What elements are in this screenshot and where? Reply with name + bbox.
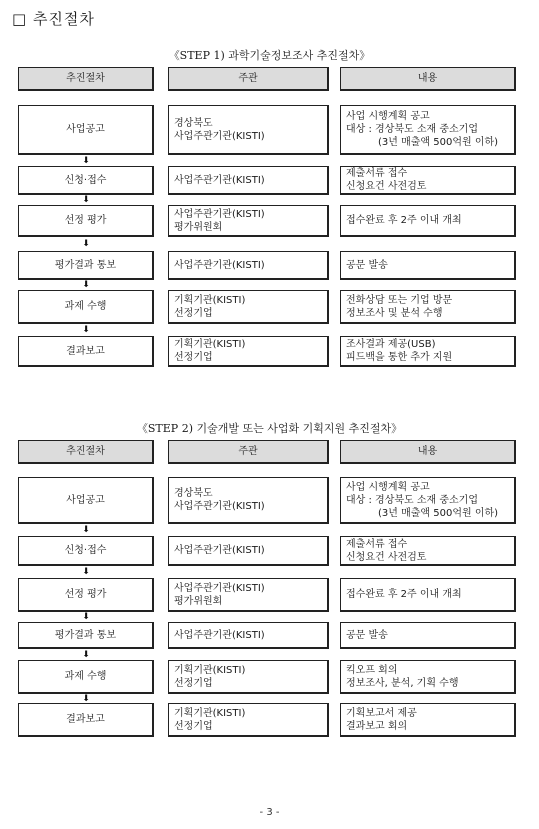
content-line: 제출서류 접수: [346, 168, 408, 179]
down-arrow-icon: ⬇: [82, 155, 90, 166]
org-line: 사업주관기관(KISTI): [174, 582, 265, 594]
flow-content-box: [340, 703, 516, 737]
org-line: 사업주관기관(KISTI): [174, 208, 265, 220]
org-line: 선정기업: [174, 677, 213, 689]
flow-step-box: 평가결과 통보: [18, 251, 154, 280]
org-line: 사업주관기관(KISTI): [174, 259, 265, 271]
flow-content-box: [340, 536, 516, 566]
content-line: 신청요건 사전검토: [346, 181, 427, 192]
content-line: 정보조사, 분석, 기획 수행: [346, 677, 459, 689]
column-header-org: 주관: [168, 67, 329, 91]
org-line: 기획기관(KISTI): [174, 339, 246, 350]
content-line: 공문 발송: [346, 259, 388, 271]
flow-content-box: [340, 578, 516, 612]
down-arrow-icon: ⬇: [82, 239, 90, 249]
flow-step-box: 선정 평가: [18, 578, 154, 612]
org-line: 평가위원회: [174, 221, 223, 233]
flow-org-box: [168, 336, 329, 367]
org-line: 경상북도: [174, 488, 213, 499]
down-arrow-icon: ⬇: [82, 567, 90, 577]
org-line: 사업주관기관(KISTI): [174, 501, 265, 512]
flow-org-box: [168, 622, 329, 649]
flow-step-box: 선정 평가: [18, 205, 154, 237]
org-line: 기획기관(KISTI): [174, 294, 246, 306]
content-line: 접수완료 후 2주 이내 개최: [346, 589, 462, 600]
content-line: (3년 매출액 500억원 이하): [378, 507, 499, 519]
flow-org-box: [168, 536, 329, 566]
flow-org-box: [168, 660, 329, 694]
flow-content-box: [340, 205, 516, 237]
content-line: 조사결과 제공(USB): [346, 339, 436, 350]
org-line: 경상북도: [174, 117, 213, 129]
flow-content-box: [340, 660, 516, 694]
content-line: 피드백을 통한 추가 지원: [346, 352, 453, 363]
content-line: 공문 발송: [346, 629, 388, 641]
content-line: 킥오프 회의: [346, 664, 398, 676]
down-arrow-icon: ⬇: [82, 649, 90, 660]
org-line: 선정기업: [174, 307, 213, 319]
flow-org-box: [168, 578, 329, 612]
content-line: 전화상담 또는 기업 방문: [346, 294, 453, 306]
flow-content-box: [340, 622, 516, 649]
flow-org-box: [168, 703, 329, 737]
content-line: 기획보고서 제공: [346, 707, 417, 719]
down-arrow-icon: ⬇: [82, 525, 90, 535]
flow-content-box: [340, 290, 516, 324]
content-line: 사업 시행계획 공고: [346, 111, 430, 122]
content-line: 사업 시행계획 공고: [346, 481, 430, 493]
flow-content-box: [340, 105, 516, 155]
column-header-org: 주관: [168, 440, 329, 464]
flow-step-box: 과제 수행: [18, 660, 154, 694]
org-line: 사업주관기관(KISTI): [174, 545, 265, 556]
down-arrow-icon: ⬇: [82, 612, 90, 622]
page-number: - 3 -: [259, 807, 280, 818]
down-arrow-icon: ⬇: [82, 195, 90, 205]
column-header-content: 내용: [340, 440, 516, 464]
org-line: 기획기관(KISTI): [174, 664, 246, 676]
column-header-step: 추진절차: [18, 440, 154, 464]
section-caption: 《STEP 1) 과학기술정보조사 추진절차》: [168, 49, 371, 62]
content-line: 결과보고 회의: [346, 720, 408, 732]
down-arrow-icon: ⬇: [82, 693, 90, 704]
flow-org-box: [168, 205, 329, 237]
org-line: 사업주관기관(KISTI): [174, 629, 265, 641]
flow-org-box: [168, 251, 329, 280]
section-caption: 《STEP 2) 기술개발 또는 사업화 기획지원 추진절차》: [136, 422, 403, 435]
flow-step-box: 과제 수행: [18, 290, 154, 324]
column-header-content: 내용: [340, 67, 516, 91]
flow-step-box: 사업공고: [18, 105, 154, 155]
content-line: 제출서류 접수: [346, 538, 408, 550]
column-header-step: 추진절차: [18, 67, 154, 91]
flow-step-box: 신청·접수: [18, 536, 154, 566]
content-line: 신청요건 사전검토: [346, 551, 427, 563]
org-line: 선정기업: [174, 720, 213, 732]
org-line: 평가위원회: [174, 595, 223, 607]
flow-org-box: [168, 105, 329, 155]
content-line: 정보조사 및 분석 수행: [346, 307, 443, 319]
org-line: 선정기업: [174, 352, 213, 363]
page-heading: □ 추진절차: [12, 10, 95, 28]
flow-content-box: [340, 477, 516, 524]
flow-org-box: [168, 290, 329, 324]
flow-step-box: 결과보고: [18, 703, 154, 737]
org-line: 기획기관(KISTI): [174, 707, 246, 719]
flow-content-box: [340, 166, 516, 195]
content-line: (3년 매출액 500억원 이하): [378, 137, 499, 148]
org-line: 사업주관기관(KISTI): [174, 174, 265, 186]
down-arrow-icon: ⬇: [82, 280, 90, 290]
down-arrow-icon: ⬇: [82, 325, 90, 335]
flow-step-box: 사업공고: [18, 477, 154, 524]
content-line: 대상 : 경상북도 소재 중소기업: [346, 494, 479, 506]
flow-content-box: [340, 251, 516, 280]
flow-org-box: [168, 477, 329, 524]
content-line: 접수완료 후 2주 이내 개최: [346, 215, 462, 226]
flow-content-box: [340, 336, 516, 367]
flow-step-box: 결과보고: [18, 336, 154, 367]
flow-step-box: 평가결과 통보: [18, 622, 154, 649]
content-line: 대상 : 경상북도 소재 중소기업: [346, 124, 479, 135]
flow-step-box: 신청·접수: [18, 166, 154, 195]
org-line: 사업주관기관(KISTI): [174, 130, 265, 142]
flow-org-box: [168, 166, 329, 195]
